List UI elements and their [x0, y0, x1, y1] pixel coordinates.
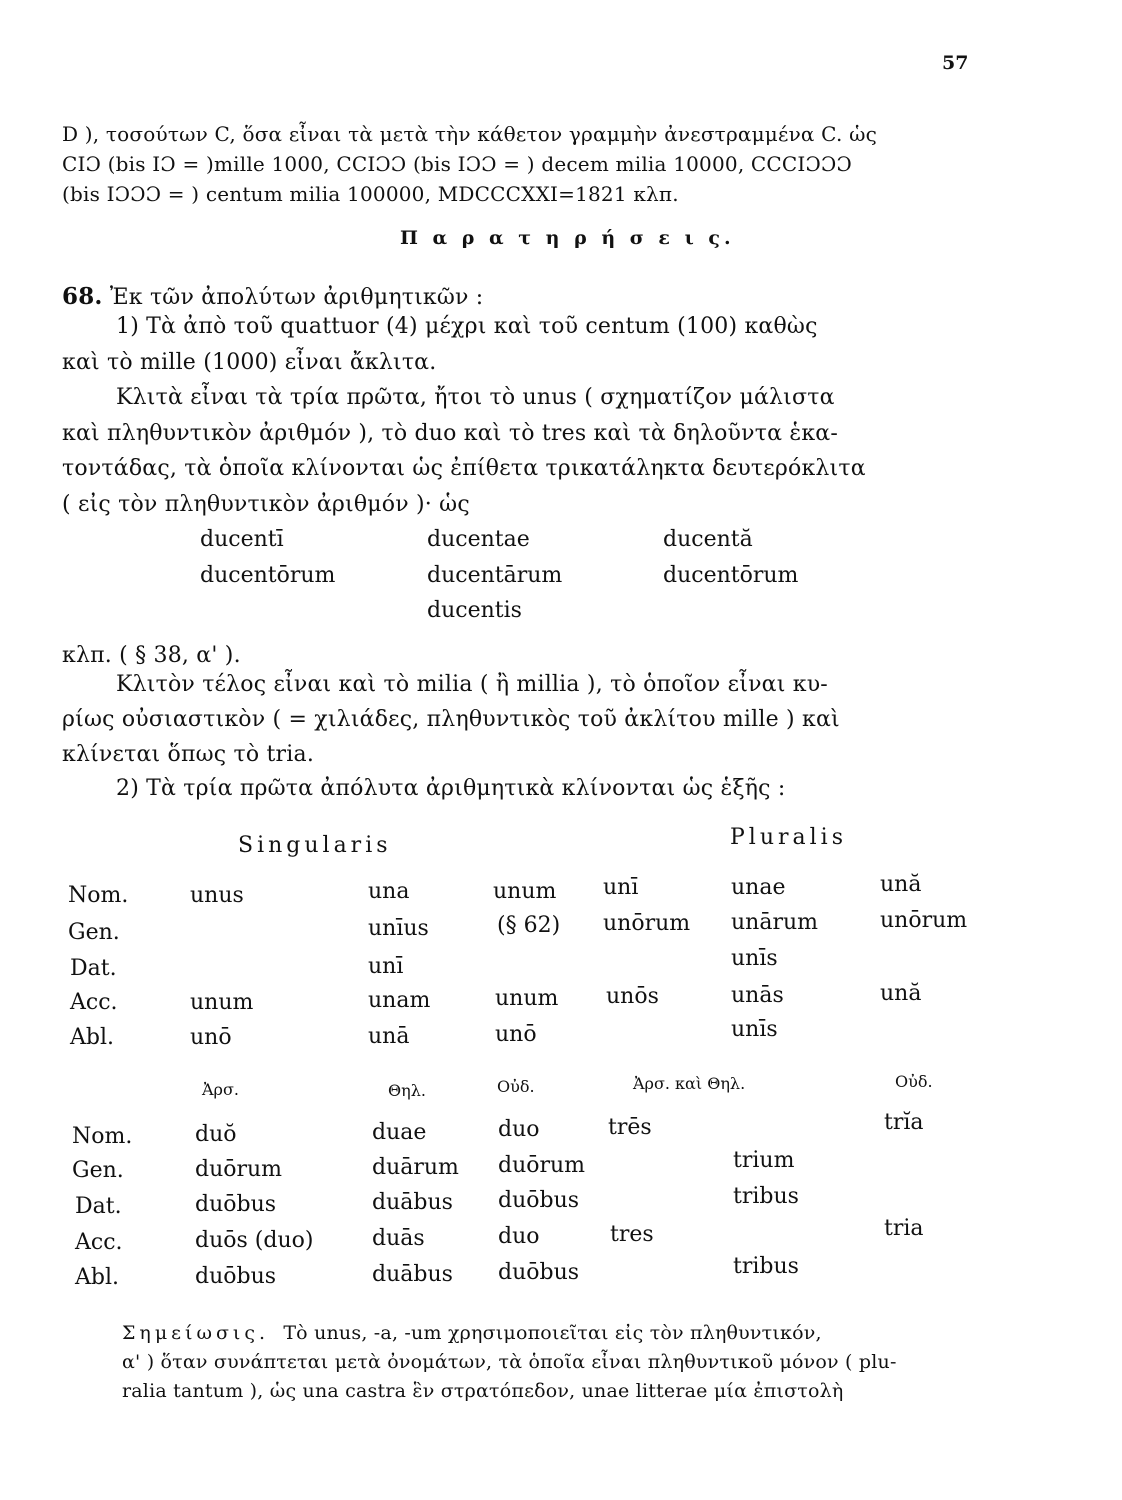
t2-nom-c1: duŏ [195, 1122, 237, 1147]
t2-header-masc: Ἀρσ. [202, 1080, 239, 1099]
t1-abl-c3: unō [495, 1022, 537, 1047]
para2-line-2: καὶ πληθυντικὸν ἀριθμόν ), τὸ duo καὶ τὸ tres καὶ τὰ δηλοῦντα ἑκα- [62, 421, 838, 446]
note-line-3: ralia tantum ), ὡς una castra ἓν στρατόπεδον, unae litterae μία ἐπιστολὴ [122, 1380, 844, 1402]
t1-abl-c2: unā [368, 1024, 410, 1049]
t1-nom-c2: una [368, 879, 410, 904]
t2-header-neut: Οὐδ. [497, 1077, 535, 1096]
t1-nom-c1: unus [190, 883, 244, 908]
ducenti-neut-nom: ducentă [663, 527, 753, 552]
ducenti-fem-gen: ducentārum [427, 563, 563, 588]
t1-dat-c2: unī [368, 954, 404, 979]
t1-acc-c5: unās [731, 983, 784, 1008]
t1-nom-c5: unae [731, 875, 786, 900]
intro-line-2: CIƆ (bis IƆ = )mille 1000, CCIƆƆ (bis IƆƆ = ) decem milia 10000, CCCIƆƆƆ [62, 152, 853, 176]
t1-dat-c5: unīs [731, 946, 778, 971]
para2-line-3: τοντάδας, τὰ ὁποῖα κλίνονται ὡς ἐπίθετα τρικατάληκτα δευτερόκλιτα [62, 456, 866, 481]
t2-dat-c2: duābus [372, 1190, 453, 1215]
t1-gen-c2: unīus [368, 916, 429, 941]
t2-nom-c3: duo [498, 1117, 540, 1142]
t1-case-nom: Nom. [68, 883, 129, 908]
t1-gen-c6: unōrum [880, 908, 968, 933]
ducenti-dat-abl: ducentis [427, 598, 522, 623]
t1-nom-c3: unum [493, 879, 557, 904]
t2-gen-c2: duārum [372, 1155, 459, 1180]
t1-acc-c4: unōs [606, 984, 659, 1009]
section-number: 68. [62, 283, 103, 310]
ducenti-neut-gen: ducentōrum [663, 563, 799, 588]
para3-line-3: κλίνεται ὅπως τὸ tria. [62, 742, 315, 767]
ducenti-masc-nom: ducentī [200, 527, 284, 552]
section-68-line [62, 283, 483, 310]
t1-acc-c1: unum [190, 990, 254, 1015]
singularis-header: Singularis [238, 833, 392, 858]
t2-header-neut-2: Οὐδ. [895, 1072, 933, 1091]
t1-case-dat: Dat. [70, 956, 117, 981]
t2-abl-c1: duōbus [195, 1264, 277, 1289]
reference-line: κλπ. ( § 38, α' ). [62, 643, 241, 668]
para3-line-1: Κλιτὸν τέλος εἶναι καὶ τὸ milia ( ἢ millia ), τὸ ὁποῖον εἶναι κυ- [116, 672, 828, 697]
t2-gen-c4: trium [733, 1148, 795, 1173]
t2-gen-c3: duōrum [498, 1153, 586, 1178]
para4-line: 2) Τὰ τρία πρῶτα ἀπόλυτα ἀριθμητικὰ κλίνονται ὡς ἑξῆς : [116, 776, 786, 801]
t1-gen-c4: unōrum [603, 911, 691, 936]
note-line-2: α' ) ὅταν συνάπτεται μετὰ ὀνομάτων, τὰ ὁποῖα εἶναι πληθυντικοῦ μόνον ( plu- [122, 1351, 897, 1373]
para2-line-1: Κλιτὰ εἶναι τὰ τρία πρῶτα, ἤτοι τὸ unus ( σχηματίζον μάλιστα [116, 385, 835, 410]
t1-gen-c5: unārum [731, 910, 819, 935]
note-line-1 [122, 1322, 822, 1344]
note-line-1-text: Τὸ unus, -a, -um χρησιμοποιεῖται εἰς τὸν πληθυντικόν, [283, 1322, 822, 1344]
t2-case-abl: Abl. [75, 1265, 119, 1290]
para2-line-4: ( εἰς τὸν πληθυντικὸν ἀριθμόν )· ὡς [62, 492, 470, 517]
t2-nom-c2: duae [372, 1120, 427, 1145]
t2-dat-c4: tribus [733, 1184, 799, 1209]
t2-header-masc-fem: Ἀρσ. καὶ Θηλ. [633, 1074, 746, 1093]
t1-acc-c6: ună [880, 981, 922, 1006]
t1-abl-c5: unīs [731, 1017, 778, 1042]
t2-gen-c1: duōrum [195, 1157, 283, 1182]
t1-acc-c2: unam [368, 988, 431, 1013]
t2-nom-c4: trēs [608, 1115, 652, 1140]
t2-case-gen: Gen. [72, 1158, 124, 1183]
t1-gen-c3: (§ 62) [497, 913, 561, 938]
t2-acc-c3: duo [498, 1224, 540, 1249]
intro-line-1: D ), τοσούτων C, ὅσα εἶναι τὰ μετὰ τὴν κάθετον γραμμὴν ἀνεστραμμένα C. ὡς [62, 122, 878, 146]
t1-nom-c4: unī [603, 875, 639, 900]
t2-case-dat: Dat. [75, 1194, 122, 1219]
t2-acc-c4: tres [610, 1222, 654, 1247]
t2-dat-c1: duōbus [195, 1192, 277, 1217]
t2-header-fem: Θηλ. [388, 1081, 426, 1100]
ducenti-fem-nom: ducentae [427, 527, 530, 552]
t1-case-gen: Gen. [68, 920, 120, 945]
t2-nom-c5: trĭa [884, 1110, 924, 1135]
page-number: 57 [942, 52, 969, 74]
t2-case-acc: Acc. [75, 1230, 123, 1255]
para3-line-2: ρίως οὐσιαστικὸν ( = χιλιάδες, πληθυντικὸς τοῦ ἀκλίτου mille ) καὶ [62, 707, 840, 732]
t1-acc-c3: unum [495, 986, 559, 1011]
note-label: Σημείωσις. [122, 1322, 270, 1344]
t1-case-acc: Acc. [70, 990, 118, 1015]
para1-line-2: καὶ τὸ mille (1000) εἶναι ἄκλιτα. [62, 350, 437, 375]
t2-acc-c1: duōs (duo) [195, 1228, 314, 1253]
t1-abl-c1: unō [190, 1025, 232, 1050]
pluralis-header: Pluralis [730, 825, 848, 850]
para1-line-1: 1) Τὰ ἀπὸ τοῦ quattuor (4) μέχρι καὶ τοῦ centum (100) καθὼς [116, 314, 818, 339]
section-heading: Π α ρ α τ η ρ ή σ ε ι ς. [400, 227, 735, 249]
t2-abl-c4: tribus [733, 1254, 799, 1279]
t2-acc-c2: duās [372, 1226, 425, 1251]
t1-case-abl: Abl. [70, 1025, 114, 1050]
ducenti-masc-gen: ducentōrum [200, 563, 336, 588]
t2-case-nom: Nom. [72, 1124, 133, 1149]
intro-line-3: (bis IƆƆƆ = ) centum milia 100000, MDCCCXXI=1821 κλπ. [62, 182, 679, 206]
t2-abl-c2: duābus [372, 1262, 453, 1287]
t1-nom-c6: ună [880, 872, 922, 897]
t2-dat-c3: duōbus [498, 1188, 580, 1213]
section-intro: Ἐκ τῶν ἀπολύτων ἀριθμητικῶν : [109, 285, 484, 310]
t2-abl-c3: duōbus [498, 1260, 580, 1285]
t2-acc-c5: tria [884, 1216, 924, 1241]
